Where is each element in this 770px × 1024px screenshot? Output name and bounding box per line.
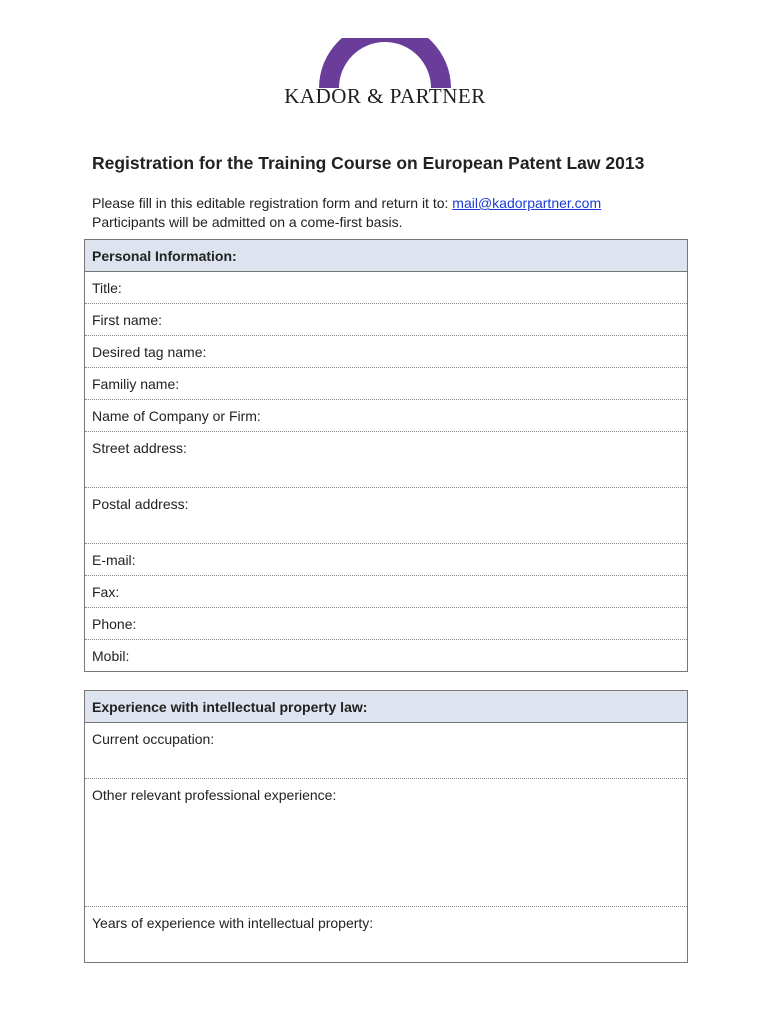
field-row-mobil[interactable]	[85, 640, 688, 672]
intro-line-2: Participants will be admitted on a come-first basis.	[92, 214, 403, 230]
field-label-title: Title:	[92, 280, 122, 296]
logo-text: KADOR & PARTNER	[284, 84, 486, 108]
field-row-years-experience[interactable]	[85, 907, 688, 963]
field-row-email[interactable]	[85, 544, 688, 576]
page-title: Registration for the Training Course on European Patent Law 2013	[92, 153, 645, 173]
field-row-street-address[interactable]	[85, 432, 688, 488]
field-label-other-experience: Other relevant professional experience:	[92, 787, 337, 803]
field-row-current-occupation[interactable]	[85, 723, 688, 779]
field-row-phone[interactable]	[85, 608, 688, 640]
field-label-mobil: Mobil:	[92, 648, 130, 664]
personal-info-table	[84, 239, 688, 672]
field-row-family-name[interactable]	[85, 368, 688, 400]
field-label-company: Name of Company or Firm:	[92, 408, 261, 424]
field-label-current-occupation: Current occupation:	[92, 731, 215, 747]
field-label-phone: Phone:	[92, 616, 137, 632]
field-label-email: E-mail:	[92, 552, 136, 568]
experience-header: Experience with intellectual property law:	[85, 691, 688, 723]
field-label-postal-address: Postal address:	[92, 496, 189, 512]
experience-table	[84, 690, 688, 963]
field-label-tag-name: Desired tag name:	[92, 344, 207, 360]
experience-header-row	[85, 691, 688, 723]
intro-prefix: Please fill in this editable registration form and return it to:	[92, 195, 453, 211]
field-row-first-name[interactable]	[85, 304, 688, 336]
field-row-other-experience[interactable]	[85, 779, 688, 907]
field-label-years-experience: Years of experience with intellectual property:	[92, 915, 374, 931]
personal-info-header: Personal Information:	[85, 240, 688, 272]
intro-line-1	[92, 194, 601, 213]
field-label-first-name: First name:	[92, 312, 163, 328]
field-label-family-name: Familiy name:	[92, 376, 180, 392]
company-logo	[0, 38, 770, 114]
field-label-fax: Fax:	[92, 584, 120, 600]
field-row-company[interactable]	[85, 400, 688, 432]
field-label-street-address: Street address:	[92, 440, 187, 456]
personal-info-header-row	[85, 240, 688, 272]
email-link[interactable]: mail@kadorpartner.com	[452, 195, 602, 211]
field-row-postal-address[interactable]	[85, 488, 688, 544]
field-row-tag-name[interactable]	[85, 336, 688, 368]
field-row-title[interactable]	[85, 272, 688, 304]
intro-text	[92, 194, 601, 232]
logo-arc-icon	[319, 38, 451, 88]
field-row-fax[interactable]	[85, 576, 688, 608]
